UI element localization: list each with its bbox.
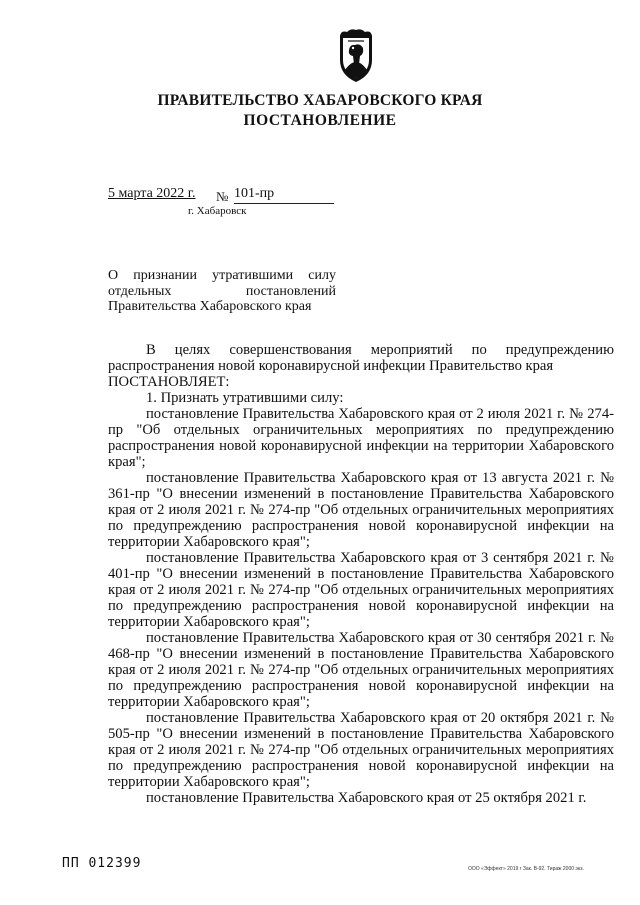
document-number: 101-пр <box>234 186 275 201</box>
document-type: ПОСТАНОВЛЕНИЕ <box>243 112 397 129</box>
document-city: г. Хабаровск <box>188 205 247 217</box>
form-code: ПП 012399 <box>62 856 142 871</box>
repealed-act: постановление Правительства Хабаровского края от 25 октября 2021 г. <box>146 790 587 806</box>
resolves-heading: ПОСТАНОВЛЯЕТ: <box>108 374 230 390</box>
repealed-act: постановление Правительства Хабаровского края от 3 сентября 2021 г. № 401-пр "О внесении изменений в постановление Правительства Хабаровского края от 2 июля 2021 г. № 274-пр "Об отдельных ограничительных мероприятиях по предупреждению распространения новой коронавирусной инфекции на территории Хабаровского края"; <box>108 550 614 630</box>
repealed-act: постановление Правительства Хабаровского края от 20 октября 2021 г. № 505-пр "О внесении изменений в постановление Правительства Хабаровского края от 2 июля 2021 г. № 274-пр "Об отдельных ограничительных мероприятиях по предупреждению распространения новой коронавирусной инфекции на территории Хабаровского края"; <box>108 710 614 790</box>
repealed-act: постановление Правительства Хабаровского края от 2 июля 2021 г. № 274-пр "Об отдельных ограничительных мероприятиях по предупреждению распространения новой коронавирусной инфекции на территории Хабаровского края"; <box>108 406 614 470</box>
printer-note: ООО «Эффект» 2019 г Зак. В-92. Тираж 2000 экз. <box>468 866 584 872</box>
government-title: ПРАВИТЕЛЬСТВО ХАБАРОВСКОГО КРАЯ <box>157 92 483 109</box>
coat-of-arms-icon <box>333 26 379 84</box>
repealed-act: постановление Правительства Хабаровского края от 13 августа 2021 г. № 361-пр "О внесении изменений в постановление Правительства Хабаровского края от 2 июля 2021 г. № 274-пр "Об отдельных ограничительных мероприятиях по предупреждению распространения новой коронавирусной инфекции на территории Хабаровского края"; <box>108 470 614 550</box>
number-underline <box>234 203 334 204</box>
document-body <box>108 342 614 806</box>
document-subject: О признании утратившими силу отдельных постановлений Правительства Хабаровского края <box>108 268 336 314</box>
document-date: 5 марта 2022 г. <box>108 186 196 201</box>
number-label: № <box>216 189 229 204</box>
repealed-act: постановление Правительства Хабаровского края от 30 сентября 2021 г. № 468-пр "О внесении изменений в постановление Правительства Хабаровского края от 2 июля 2021 г. № 274-пр "Об отдельных ограничительных мероприятиях по предупреждению распространения новой коронавирусной инфекции на территории Хабаровского края"; <box>108 630 614 710</box>
item-1: 1. Признать утратившими силу: <box>146 390 344 406</box>
preamble: В целях совершенствования мероприятий по предупреждению распространения новой коронавирусной инфекции Правительство края <box>108 342 614 374</box>
